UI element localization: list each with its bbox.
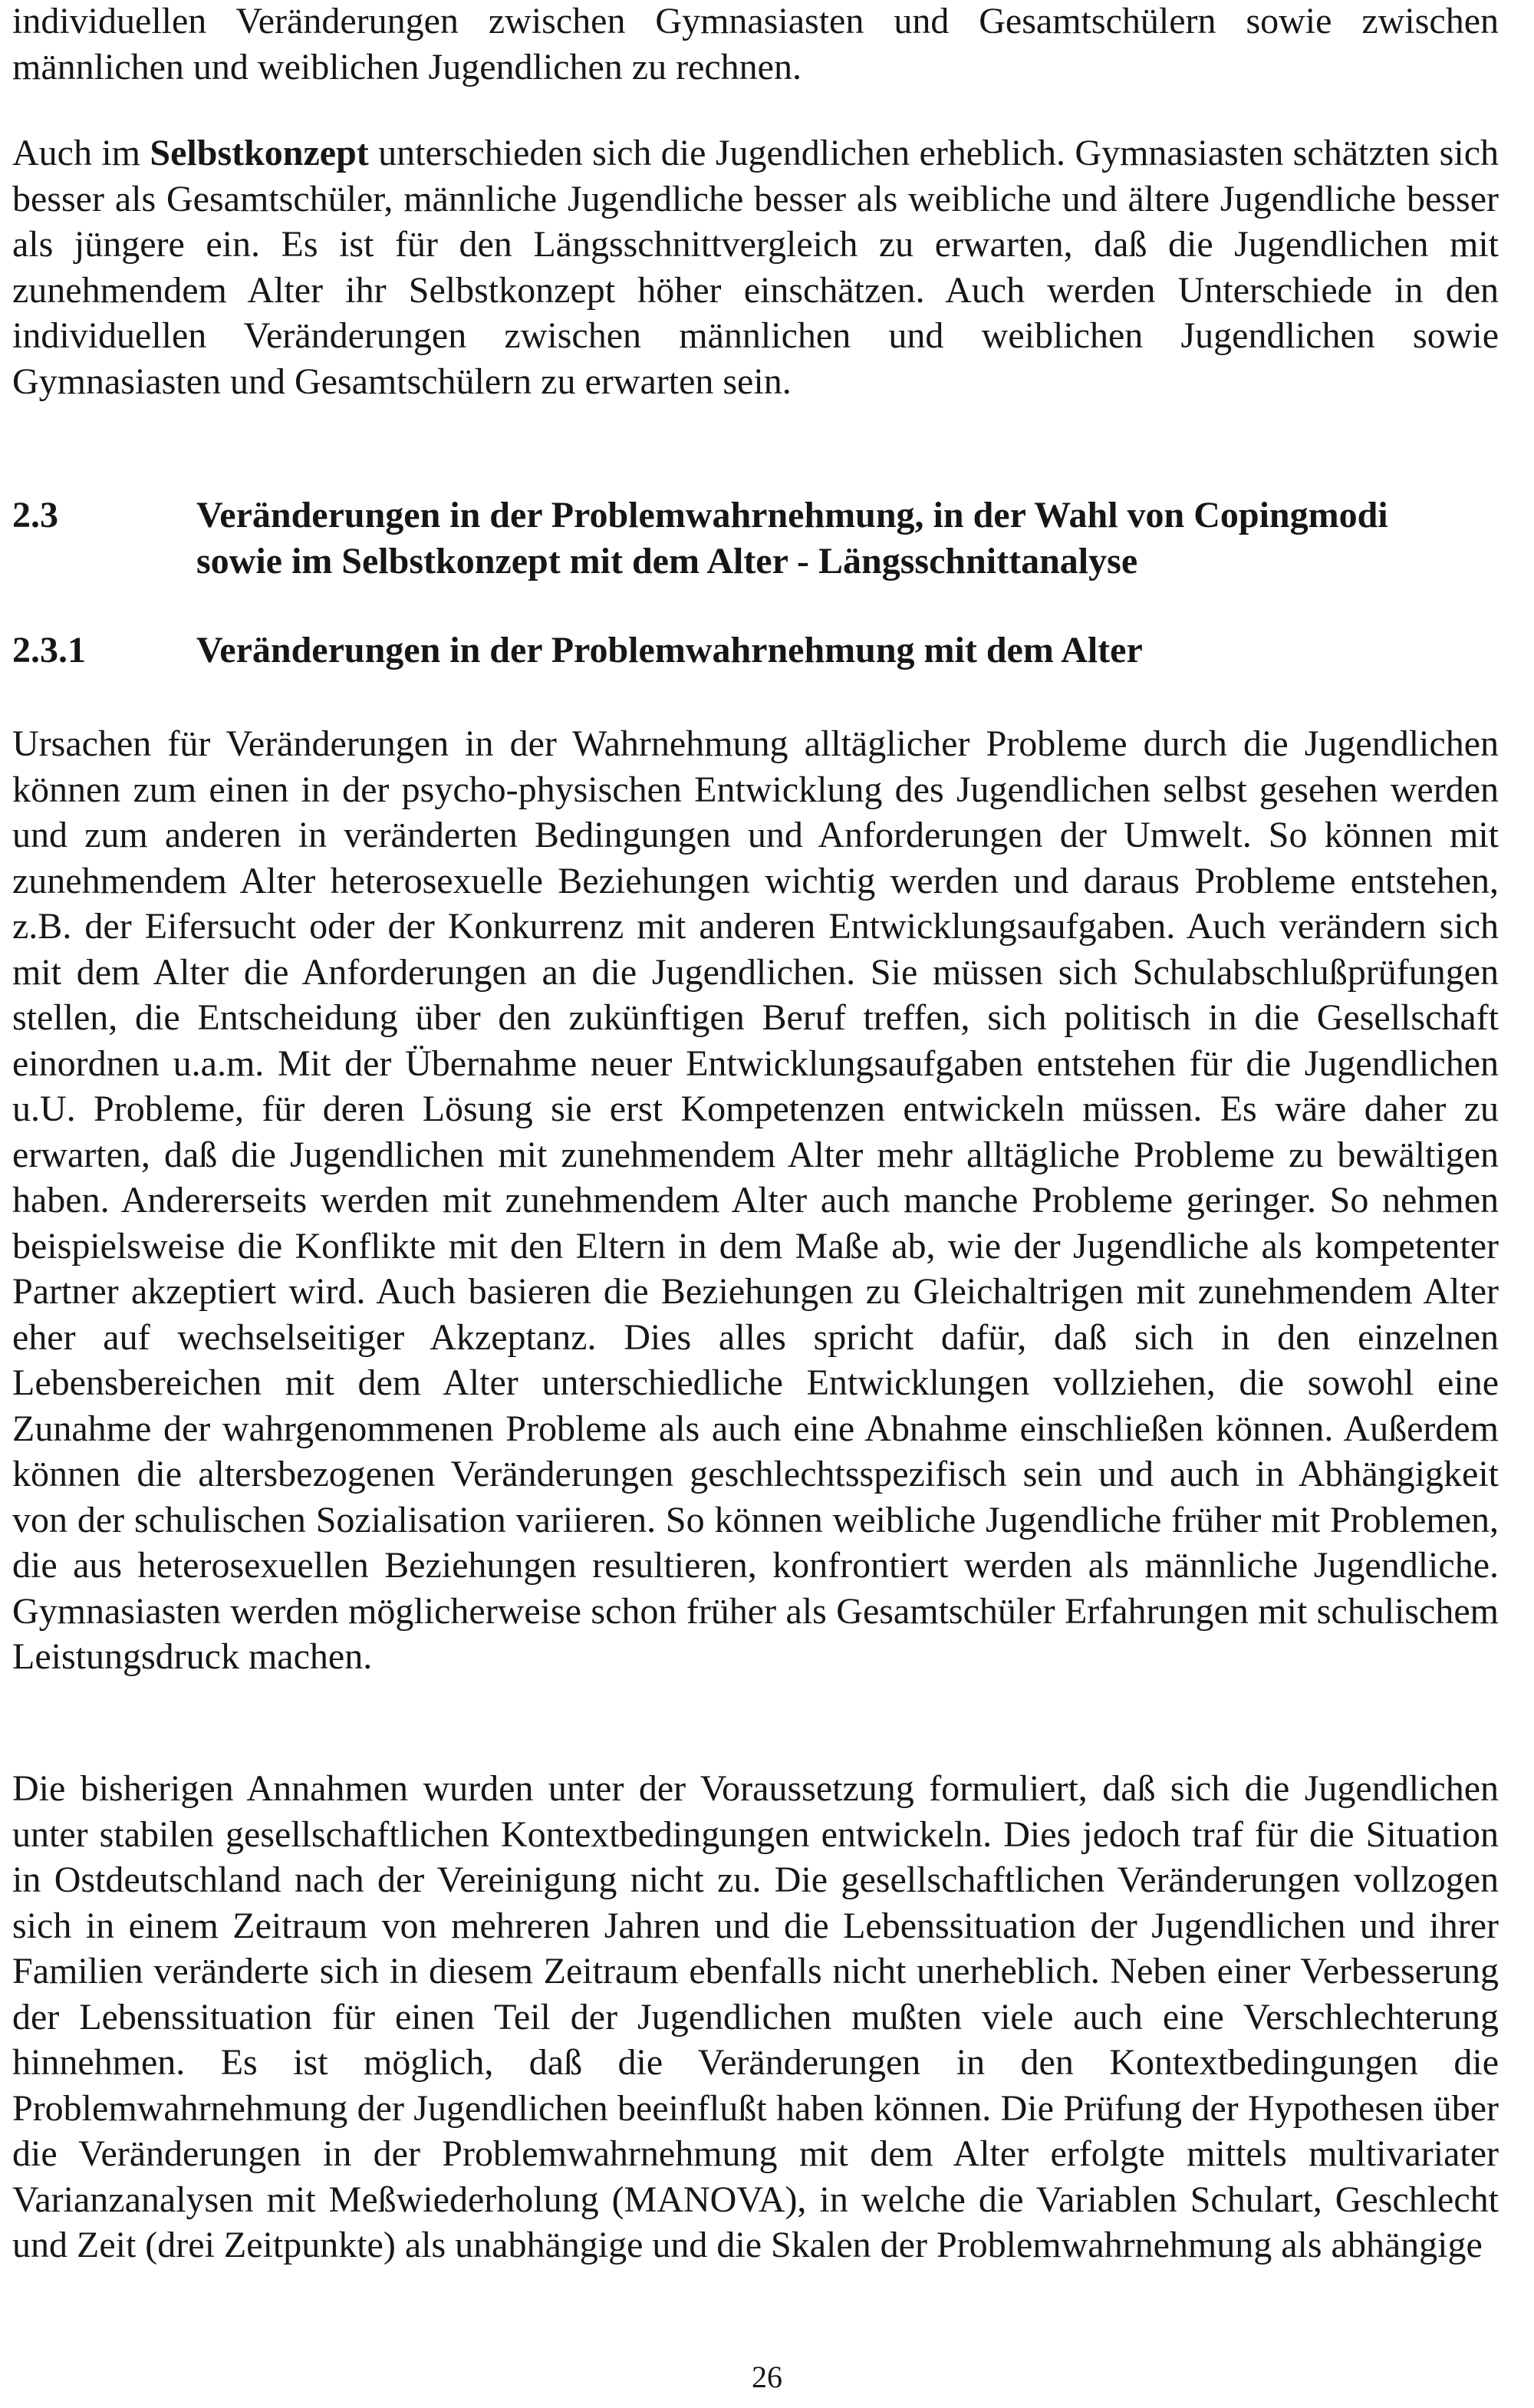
section-title-2-3-line2: sowie im Selbstkonzept mit dem Alter - Längsschnittanalyse	[196, 540, 1138, 581]
section-title-2-3	[196, 492, 1500, 584]
page-number: 26	[752, 2360, 782, 2394]
paragraph-selbstkonzept	[12, 130, 1499, 404]
paragraph-text: Die bisherigen Annahmen wurden unter der Voraussetzung formuliert, daß sich die Jugendlichen unter stabilen gesellschaftlichen Kontextbedingungen entwickeln. Dies jedoch traf für die Situation in Ostdeutschland nach der Vereinigung nicht zu. Die gesellschaftlichen Veränderungen vollzogen sich in einem Zeitraum von mehreren Jahren und die Lebenssituation der Jugendlichen und ihrer Familien veränderte sich in diesem Zeitraum ebenfalls nicht unerheblich. Neben einer Verbesserung der Lebenssituation für einen Teil der Jugendlichen mußten viele auch eine Verschlechterung hinnehmen. Es ist möglich, daß die Veränderungen in den Kontextbedingungen die Problemwahrnehmung der Jugendlichen beeinflußt haben können. Die Prüfung der Hypothesen über die Veränderungen in der Problemwahrnehmung mit dem Alter erfolgte mittels multivariater Varianzanalysen mit Meßwiederholung (MANOVA), in welche die Variablen Schulart, Geschlecht und Zeit (drei Zeitpunkte) als unabhängige und die Skalen der Problemwahrnehmung als abhängige	[12, 1768, 1499, 2265]
paragraph-text: individuellen Veränderungen zwischen Gymnasiasten und Gesamtschülern sowie zwischen männlichen und weiblichen Jugendlichen zu rechnen.	[12, 1, 1499, 87]
section-title-2-3-line1: Veränderungen in der Problemwahrnehmung, in der Wahl von Copingmodi	[196, 495, 1388, 535]
paragraph-text: Ursachen für Veränderungen in der Wahrnehmung alltäglicher Probleme durch die Jugendlichen können zum einen in der psycho-physischen Entwicklung des Jugendlichen selbst gesehen werden und zum anderen in veränderten Bedingungen und Anforderungen der Umwelt. So können mit zunehmendem Alter heterosexuelle Beziehungen wichtig werden und daraus Probleme entstehen, z.B. der Eifersucht oder der Konkurrenz mit anderen Entwicklungsaufgaben. Auch verändern sich mit dem Alter die Anforderungen an die Jugendlichen. Sie müssen sich Schulabschlußprüfungen stellen, die Entscheidung über den zukünftigen Beruf treffen, sich politisch in die Gesellschaft einordnen u.a.m. Mit der Übernahme neuer Entwicklungsaufgaben entstehen für die Jugendlichen u.U. Probleme, für deren Lösung sie erst Kompetenzen entwickeln müssen. Es wäre daher zu erwarten, daß die Jugendlichen mit zunehmendem Alter mehr alltägliche Probleme zu bewältigen haben. Andererseits werden mit zunehmendem Alter auch manche Probleme geringer. So nehmen beispielsweise die Konflikte mit den Eltern in dem Maße ab, wie der Jugendliche als kompetenter Partner akzeptiert wird. Auch basieren die Beziehungen zu Gleichaltrigen mit zunehmendem Alter eher auf wechselseitiger Akzeptanz. Dies alles spricht dafür, daß sich in den einzelnen Lebensbereichen mit dem Alter unterschiedliche Entwicklungen vollziehen, die sowohl eine Zunahme der wahrgenommenen Probleme als auch eine Abnahme einschließen können. Außerdem können die altersbezogenen Veränderungen geschlechtsspezifisch sein und auch in Abhängigkeit von der schulischen Sozialisation variieren. So können weibliche Jugendliche früher mit Problemen, die aus heterosexuellen Beziehungen resultieren, konfrontiert werden als männliche Jugendliche. Gymnasiasten werden möglicherweise schon früher als Gesamtschüler Erfahrungen mit schulischem Leistungsdruck machen.	[12, 723, 1499, 1677]
section-number-2-3-1: 2.3.1	[12, 630, 86, 670]
paragraph-text-start: Auch im	[12, 133, 150, 173]
section-number-2-3: 2.3	[12, 495, 58, 535]
paragraph-continuation	[12, 0, 1499, 90]
bold-term-selbstkonzept: Selbstkonzept	[150, 133, 369, 173]
section-title-2-3-1: Veränderungen in der Problemwahrnehmung mit dem Alter	[196, 630, 1143, 670]
paragraph-annahmen	[12, 1766, 1499, 2268]
paragraph-text-rest: unterschieden sich die Jugendlichen erheblich. Gymnasiasten schätzten sich besser als Gesamtschüler, männliche Jugendliche besser als weibliche und ältere Jugendliche besser als jüngere ein. Es ist für den Längsschnittvergleich zu erwarten, daß die Jugendlichen mit zunehmendem Alter ihr Selbstkonzept höher einschätzen. Auch werden Unterschiede in den individuellen Veränderungen zwischen männlichen und weiblichen Jugendlichen sowie Gymnasiasten und Gesamtschülern zu erwarten sein.	[12, 133, 1499, 402]
paragraph-ursachen	[12, 721, 1499, 1680]
